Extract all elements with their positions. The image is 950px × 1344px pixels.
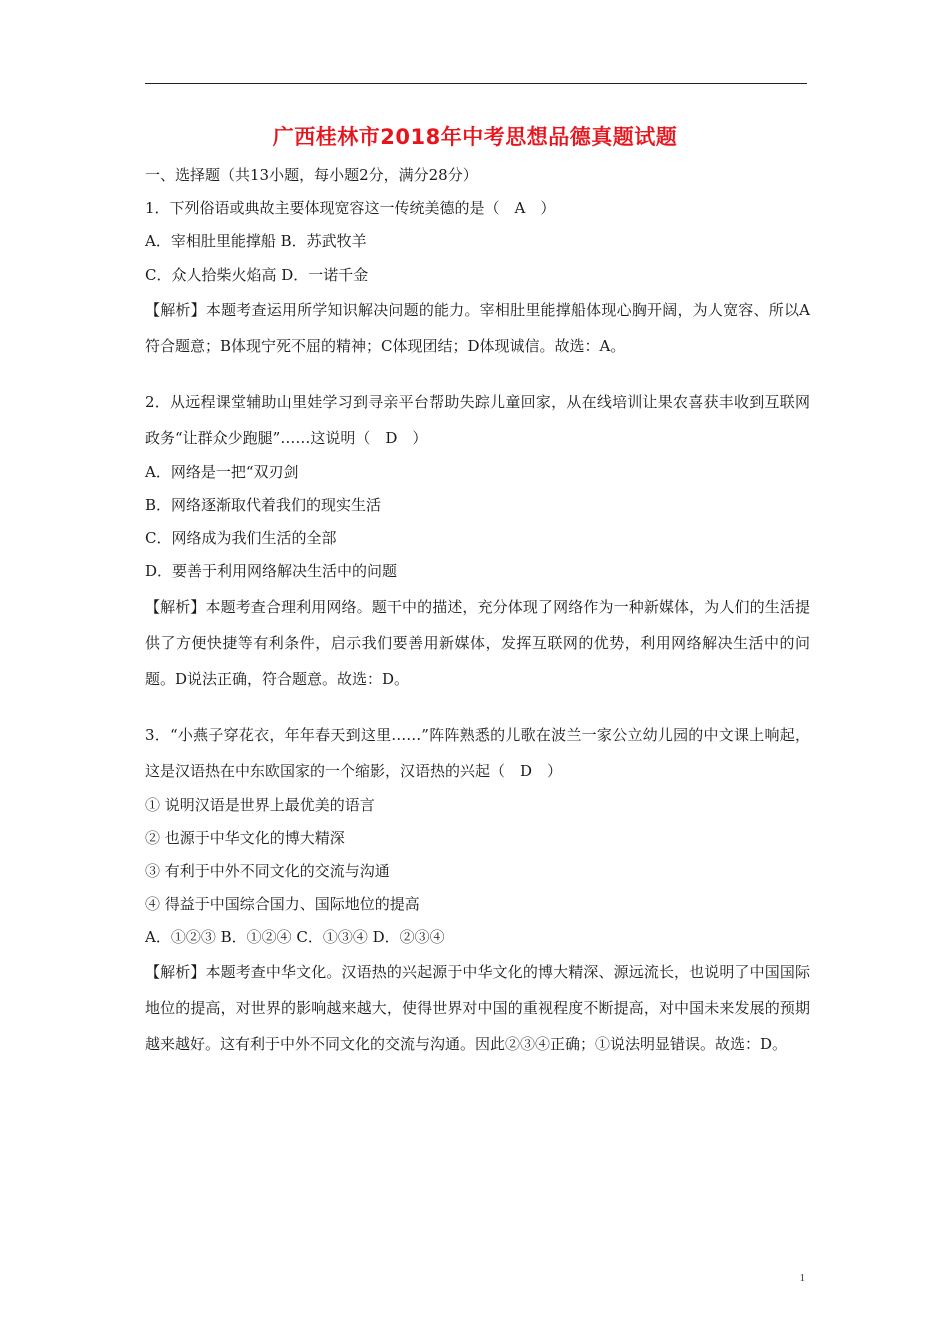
question-analysis: 【解析】本题考查中华文化。汉语热的兴起源于中华文化的博大精深、源远流长，也说明了中国国际地位的提高，对世界的影响越来越大，使得世界对中国的重视程度不断提高，对中国未来发展的预期越来越好。这有利于中外不同文化的交流与沟通。因此②③④正确；①说法明显错误。故选：D。 [145,963,810,1054]
question-option: D．要善于利用网络解决生活中的问题 [145,562,398,581]
question-option: B．网络逐渐取代着我们的现实生活 [145,495,382,514]
question-option: C．众人拾柴火焰高 D．一诺千金 [145,265,369,284]
question-stem: 3．“小燕子穿花衣，年年春天到这里……”阵阵熟悉的儿歌在波兰一家公立幼儿园的中文课上响起，这是汉语热在中东欧国家的一个缩影，汉语热的兴起（ D ） [145,725,810,780]
spacer [145,364,810,384]
question-option: C．网络成为我们生活的全部 [145,529,337,548]
header-rule [145,83,807,84]
document-body [145,159,810,1062]
question-statement: ④ 得益于中国综合国力、国际地位的提高 [145,895,420,914]
question-option: A．网络是一把“双刃剑 [145,462,299,481]
document-title: 广西桂林市2018年中考思想品德真题试题 [272,125,678,149]
page-number: 1 [799,1272,805,1284]
question-option: A．①②③ B．①②④ C．①③④ D．②③④ [145,928,445,947]
section-heading: 一、选择题（共13小题，每小题2分，满分28分） [145,166,478,184]
question-statement: ③ 有利于中外不同文化的交流与沟通 [145,861,390,880]
question-statement: ① 说明汉语是世界上最优美的语言 [145,795,375,814]
question-option: A．宰相肚里能撑船 B．苏武牧羊 [145,232,367,251]
question-stem: 2．从远程课堂辅助山里娃学习到寻亲平台帮助失踪儿童回家，从在线培训让果农喜获丰收到互联网政务“让群众少跑腿”……这说明（ D ） [145,392,810,447]
question-stem: 1．下列俗语或典故主要体现宽容这一传统美德的是（ A ） [145,199,556,218]
question-analysis: 【解析】本题考查合理利用网络。题干中的描述，充分体现了网络作为一种新媒体，为人们的生活提供了方便快捷等有利条件，启示我们要善用新媒体，发挥互联网的优势，利用网络解决生活中的问题。D说法正确，符合题意。故选：D。 [145,597,810,688]
question-statement: ② 也源于中华文化的博大精深 [145,828,345,847]
spacer [145,697,810,717]
question-analysis: 【解析】本题考查运用所学知识解决问题的能力。宰相肚里能撑船体现心胸开阔，为人宽容、所以A符合题意；B体现宁死不屈的精神；C体现团结；D体现诚信。故选：A。 [145,300,810,355]
